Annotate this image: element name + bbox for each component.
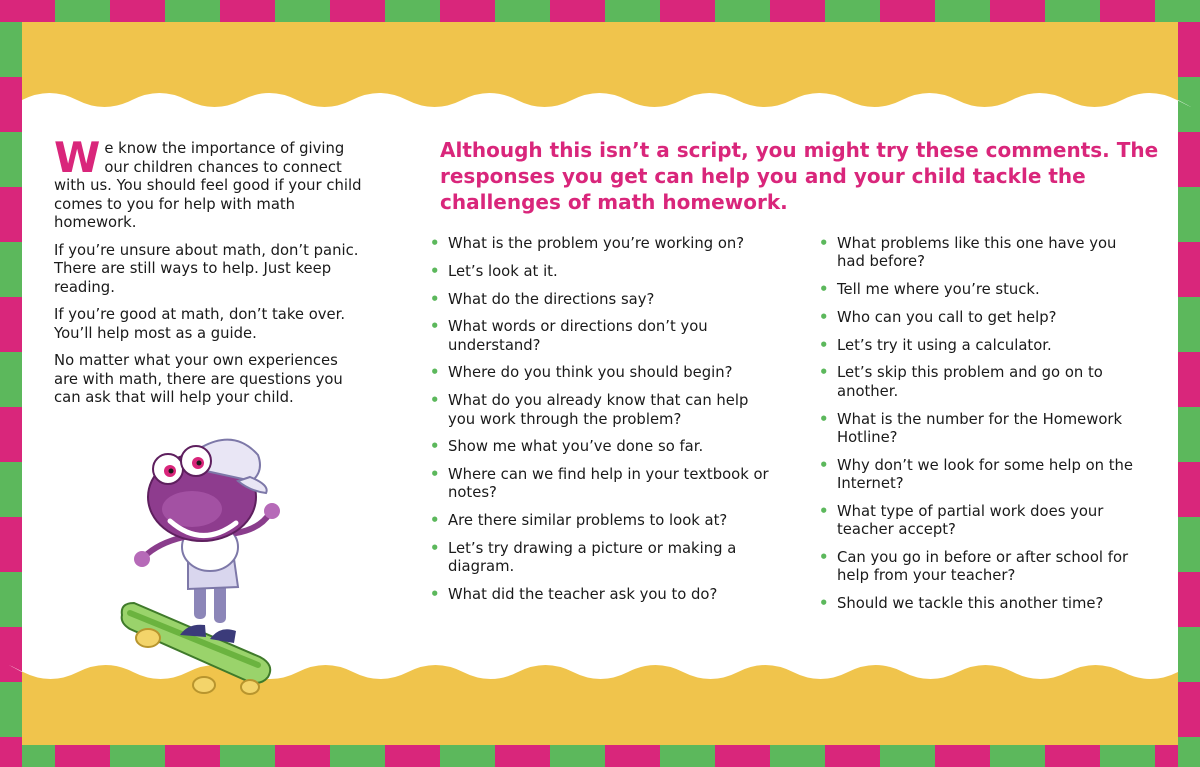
border-square xyxy=(0,77,22,132)
bullet-icon: • xyxy=(430,364,440,382)
border-square xyxy=(220,0,275,22)
border-square xyxy=(0,242,22,297)
intro-paragraph-3: If you’re good at math, don’t take over. You’ll help most as a guide. xyxy=(54,306,346,342)
bullet-icon: • xyxy=(819,456,829,474)
border-square xyxy=(0,297,22,352)
list-item xyxy=(430,540,780,577)
border-square xyxy=(1178,462,1200,517)
list-item xyxy=(430,291,780,309)
question-text: Can you go in before or after school for help from your teacher? xyxy=(837,548,1129,585)
bullet-icon: • xyxy=(819,594,829,612)
border-square xyxy=(1178,737,1200,767)
question-text: Why don’t we look for some help on the Internet? xyxy=(837,456,1134,492)
border-square xyxy=(1178,407,1200,462)
list-item xyxy=(430,263,780,281)
list-item xyxy=(819,309,1139,327)
bullet-icon: • xyxy=(430,290,440,308)
bullet-icon: • xyxy=(430,512,440,530)
intro-paragraph-2: If you’re unsure about math, don’t panic. There are still ways to help. Just keep reading. xyxy=(54,241,359,296)
border-square xyxy=(990,745,1045,767)
bullet-icon: • xyxy=(430,235,440,252)
border-square xyxy=(1178,242,1200,297)
border-square xyxy=(0,22,22,77)
border-square xyxy=(0,352,22,407)
question-text: What is the number for the Homework Hotline? xyxy=(837,410,1123,446)
list-item xyxy=(430,392,780,429)
question-text: Should we tackle this another time? xyxy=(837,594,1104,612)
list-item xyxy=(819,549,1139,586)
border-square xyxy=(1178,77,1200,132)
border-square xyxy=(660,0,715,22)
question-text: Let’s look at it. xyxy=(448,262,558,280)
border-square xyxy=(880,0,935,22)
border-square xyxy=(220,745,275,767)
border-square xyxy=(0,462,22,517)
bullet-icon: • xyxy=(819,548,829,566)
question-text: What do you already know that can help you work through the problem? xyxy=(448,392,749,428)
list-item xyxy=(430,466,780,503)
border-square xyxy=(935,745,990,767)
border-square xyxy=(0,682,22,737)
list-item xyxy=(430,512,780,530)
border-square xyxy=(1178,682,1200,737)
border-square xyxy=(1155,0,1200,22)
border-square xyxy=(990,0,1045,22)
bullet-icon: • xyxy=(819,410,829,428)
intro-text xyxy=(54,133,364,417)
bullet-icon: • xyxy=(819,336,829,354)
bullet-icon: • xyxy=(819,364,829,382)
intro-paragraph-1-text: e know the importance of giving our children chances to connect with us. You should feel good if your child comes to you for help with math homework. xyxy=(54,140,362,231)
border-square xyxy=(770,745,825,767)
border-square xyxy=(0,517,22,572)
list-item xyxy=(819,337,1139,355)
question-text: What problems like this one have you had before? xyxy=(837,235,1117,271)
question-text: Who can you call to get help? xyxy=(837,308,1057,326)
border-square xyxy=(1100,0,1155,22)
border-square xyxy=(385,745,440,767)
list-item xyxy=(430,318,780,355)
list-item xyxy=(819,281,1139,299)
border-square xyxy=(605,0,660,22)
intro-paragraph-1 xyxy=(54,133,364,233)
border-square xyxy=(550,0,605,22)
question-text: Where can we find help in your textbook or notes? xyxy=(448,466,769,502)
question-text: Where do you think you should begin? xyxy=(448,364,733,382)
list-item xyxy=(819,235,1139,272)
border-square xyxy=(1178,187,1200,242)
border-square xyxy=(0,407,22,462)
question-text: What do the directions say? xyxy=(448,290,655,308)
border-square xyxy=(110,745,165,767)
border-square xyxy=(935,0,990,22)
bullet-icon: • xyxy=(430,540,440,558)
border-square xyxy=(1178,22,1200,77)
border-square xyxy=(495,745,550,767)
list-item xyxy=(430,235,780,253)
border-square xyxy=(440,745,495,767)
bullet-icon: • xyxy=(430,392,440,410)
list-item xyxy=(430,438,780,456)
bullet-icon: • xyxy=(430,586,440,604)
border-square xyxy=(550,745,605,767)
bullet-icon: • xyxy=(819,281,829,299)
list-item xyxy=(819,364,1139,401)
border-square xyxy=(1178,352,1200,407)
border-square xyxy=(330,0,385,22)
border-square xyxy=(1178,627,1200,682)
question-text: What did the teacher ask you to do? xyxy=(448,586,718,604)
border-square xyxy=(880,745,935,767)
list-item xyxy=(430,364,780,382)
border-square xyxy=(495,0,550,22)
border-square xyxy=(55,0,110,22)
border-square xyxy=(330,745,385,767)
question-text: Let’s try it using a calculator. xyxy=(837,336,1052,354)
list-item xyxy=(819,411,1139,448)
border-square xyxy=(440,0,495,22)
bullet-icon: • xyxy=(430,438,440,456)
border-square xyxy=(1178,517,1200,572)
questions-list-left xyxy=(430,235,780,614)
intro-paragraph-4: No matter what your own experiences are with math, there are questions you can ask that will help your child. xyxy=(54,352,343,406)
border-square xyxy=(0,187,22,242)
section-heading: Although this isn’t a script, you might try these comments. The responses you get can help you and your child tackle the challenges of math homework. xyxy=(440,138,1159,214)
list-item xyxy=(819,595,1139,613)
questions-list-right xyxy=(819,235,1139,623)
question-text: Show me what you’ve done so far. xyxy=(448,438,704,456)
border-square xyxy=(275,0,330,22)
border-square xyxy=(1045,745,1100,767)
border-square xyxy=(0,0,55,22)
border-square xyxy=(715,0,770,22)
question-text: Let’s skip this problem and go on to another. xyxy=(837,364,1103,400)
border-square xyxy=(275,745,330,767)
border-square xyxy=(770,0,825,22)
border-square xyxy=(660,745,715,767)
border-square xyxy=(605,745,660,767)
border-square xyxy=(0,132,22,187)
border-square xyxy=(825,745,880,767)
border-square xyxy=(715,745,770,767)
bullet-icon: • xyxy=(430,262,440,280)
bullet-icon: • xyxy=(430,318,440,336)
bullet-icon: • xyxy=(819,235,829,252)
list-item xyxy=(819,503,1139,540)
border-square xyxy=(1045,0,1100,22)
border-square xyxy=(165,745,220,767)
question-text: What is the problem you’re working on? xyxy=(448,235,745,252)
border-square xyxy=(55,745,110,767)
border-square xyxy=(110,0,165,22)
border-square xyxy=(1178,572,1200,627)
border-square xyxy=(0,572,22,627)
border-square xyxy=(0,627,22,682)
border-square xyxy=(0,737,22,767)
list-item xyxy=(819,457,1139,494)
border-square xyxy=(385,0,440,22)
border-square xyxy=(1100,745,1155,767)
question-text: Let’s try drawing a picture or making a diagram. xyxy=(448,540,737,576)
border-square xyxy=(1178,297,1200,352)
drop-cap: W xyxy=(54,133,101,182)
question-text: Tell me where you’re stuck. xyxy=(837,281,1040,299)
border-square xyxy=(825,0,880,22)
bullet-icon: • xyxy=(819,502,829,520)
border-square xyxy=(1178,132,1200,187)
bullet-icon: • xyxy=(430,466,440,484)
list-item xyxy=(430,586,780,604)
bullet-icon: • xyxy=(819,308,829,326)
question-text: Are there similar problems to look at? xyxy=(448,512,728,530)
question-text: What type of partial work does your teacher accept? xyxy=(837,502,1104,539)
skateboarding-cartoon-character-icon xyxy=(110,425,310,695)
border-square xyxy=(165,0,220,22)
question-text: What words or directions don’t you understand? xyxy=(448,318,708,354)
